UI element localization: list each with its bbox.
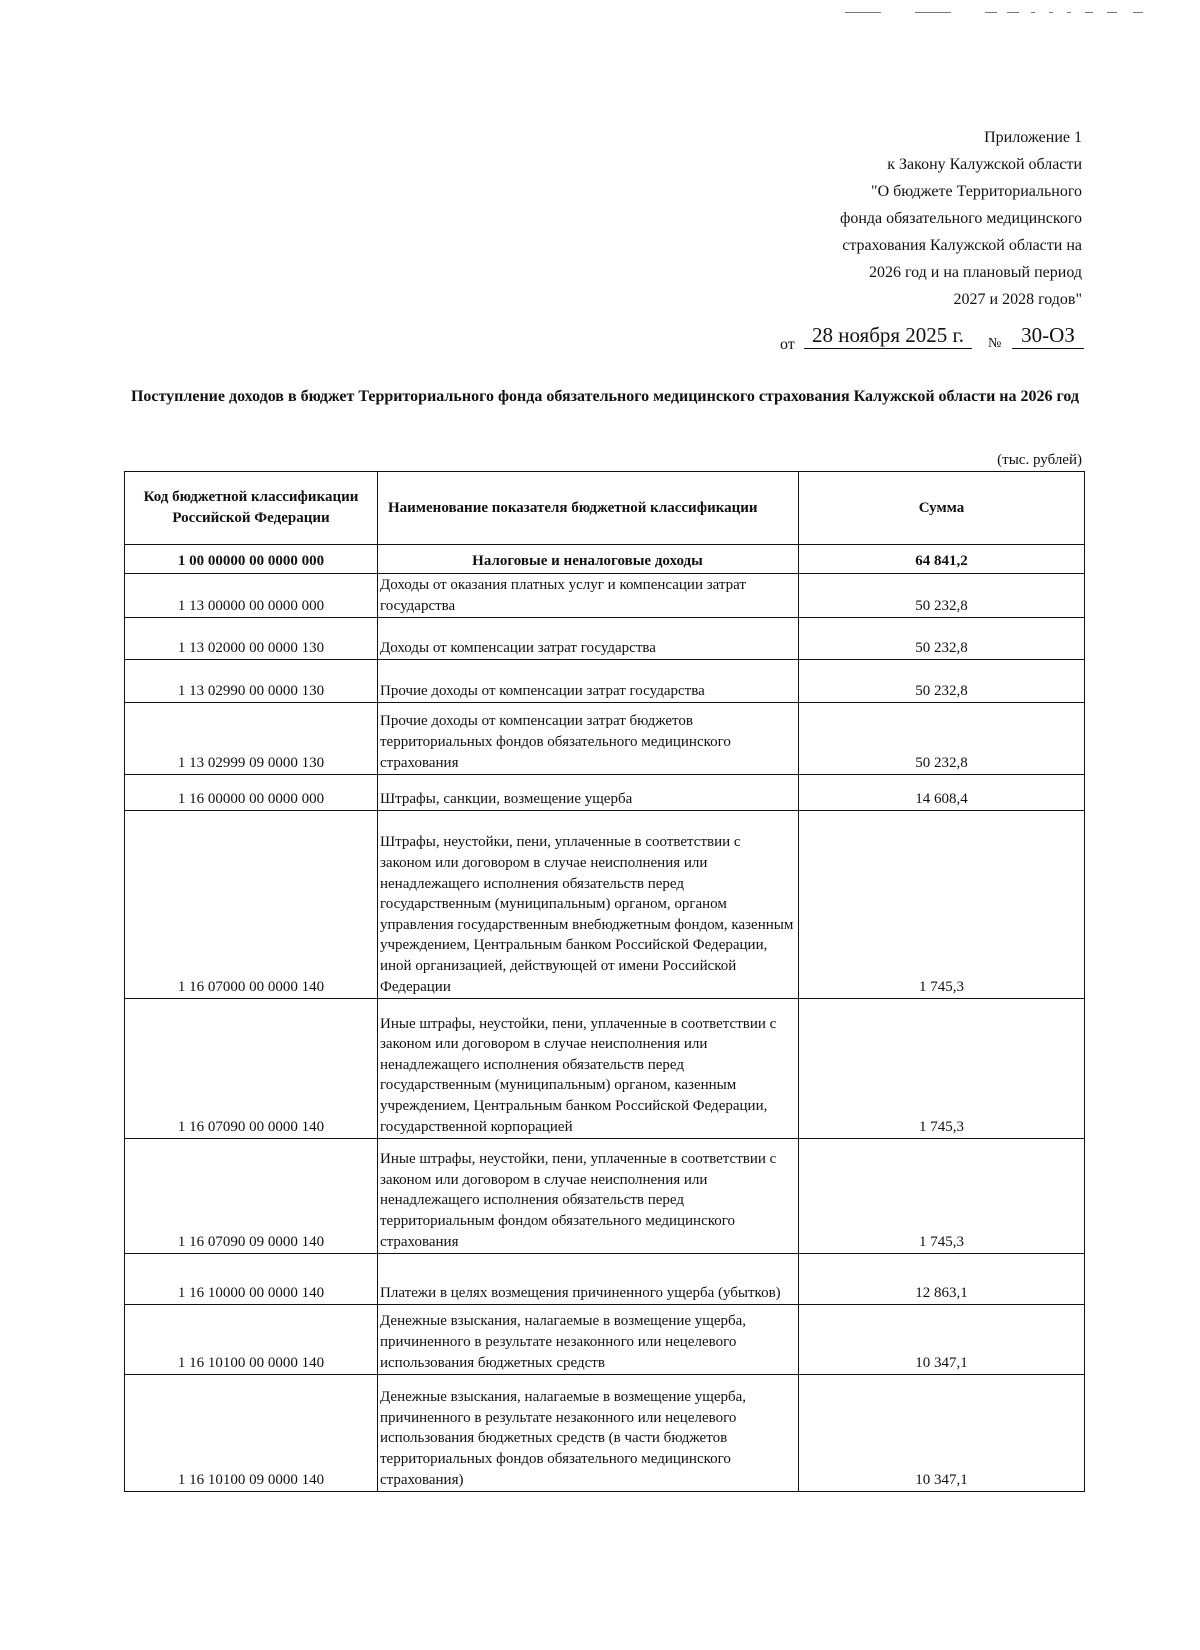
row-sum: 1 745,3	[799, 811, 1085, 999]
table-header-row	[125, 472, 1085, 545]
row-sum: 50 232,8	[799, 574, 1085, 618]
header-code: Код бюджетной классификации Российской Федерации	[125, 472, 378, 545]
row-code: 1 16 10100 00 0000 140	[125, 1305, 378, 1375]
row-sum: 14 608,4	[799, 775, 1085, 811]
row-name: Штрафы, неустойки, пени, уплаченные в соответствии с законом или договором в случае неисполнения или ненадлежащего исполнения обязательств перед государственным (муниципальным) органом, органом управления государственным внебюджетным фондом, казенным учреждением, Центральным банком Российской Федерации, иной организацией, действующей от имени Российской Федерации	[378, 811, 799, 999]
row-name: Иные штрафы, неустойки, пени, уплаченные в соответствии с законом или договором в случае неисполнения или ненадлежащего исполнения обязательств перед государственным (муниципальным) органом, казенным учреждением, Центральным банком Российской Федерации, государственной корпорацией	[378, 999, 799, 1139]
row-code: 1 16 00000 00 0000 000	[125, 775, 378, 811]
appendix-line: 2027 и 2028 годов"	[953, 291, 1082, 308]
table-row	[125, 811, 1085, 999]
appendix-line: "О бюджете Территориального	[871, 183, 1082, 200]
row-sum: 10 347,1	[799, 1375, 1085, 1492]
row-sum: 50 232,8	[799, 703, 1085, 775]
row-name: Доходы от компенсации затрат государства	[378, 618, 799, 660]
row-name: Налоговые и неналоговые доходы	[378, 545, 799, 574]
row-sum: 64 841,2	[799, 545, 1085, 574]
row-name: Денежные взыскания, налагаемые в возмещение ущерба, причиненного в результате незаконного или нецелевого использования бюджетных средств (в части бюджетов территориальных фондов обязательного медицинского страхования)	[378, 1375, 799, 1492]
appendix-line: фонда обязательного медицинского	[839, 210, 1082, 227]
appendix-line: страхования Калужской области на	[842, 237, 1082, 254]
law-number: 30-ОЗ	[1012, 322, 1084, 349]
from-label: от	[780, 336, 795, 353]
table-row	[125, 1139, 1085, 1254]
row-sum: 12 863,1	[799, 1254, 1085, 1305]
row-name: Прочие доходы от компенсации затрат бюджетов территориальных фондов обязательного медицинского страхования	[378, 703, 799, 775]
table-row	[125, 618, 1085, 660]
header-sum: Сумма	[799, 472, 1085, 545]
units-note: (тыс. рублей)	[997, 452, 1082, 468]
row-code: 1 13 02999 09 0000 130	[125, 703, 378, 775]
table-row	[125, 660, 1085, 703]
row-name: Иные штрафы, неустойки, пени, уплаченные в соответствии с законом или договором в случае неисполнения или ненадлежащего исполнения обязательств перед территориальным фондом обязательного медицинского страхования	[378, 1139, 799, 1254]
row-code: 1 16 10000 00 0000 140	[125, 1254, 378, 1305]
row-code: 1 16 07090 09 0000 140	[125, 1139, 378, 1254]
row-code: 1 13 00000 00 0000 000	[125, 574, 378, 618]
law-date-number	[780, 322, 1090, 356]
scan-marks	[845, 10, 1185, 16]
table-row	[125, 775, 1085, 811]
law-date: 28 ноября 2025 г.	[804, 322, 972, 349]
row-code: 1 13 02000 00 0000 130	[125, 618, 378, 660]
table-row	[125, 1375, 1085, 1492]
table-row	[125, 999, 1085, 1139]
appendix-header	[840, 124, 1082, 313]
number-label: №	[988, 336, 1002, 351]
revenue-table	[124, 471, 1085, 1492]
table-row	[125, 1305, 1085, 1375]
table-row	[125, 703, 1085, 775]
row-sum: 10 347,1	[799, 1305, 1085, 1375]
row-name: Платежи в целях возмещения причиненного ущерба (убытков)	[378, 1254, 799, 1305]
row-code: 1 00 00000 00 0000 000	[125, 545, 378, 574]
row-code: 1 13 02990 00 0000 130	[125, 660, 378, 703]
row-name: Доходы от оказания платных услуг и компенсации затрат государства	[378, 574, 799, 618]
row-sum: 50 232,8	[799, 660, 1085, 703]
row-name: Денежные взыскания, налагаемые в возмещение ущерба, причиненного в результате незаконного или нецелевого использования бюджетных средств	[378, 1305, 799, 1375]
row-code: 1 16 10100 09 0000 140	[125, 1375, 378, 1492]
appendix-line: к Закону Калужской области	[887, 156, 1082, 173]
table-row	[125, 574, 1085, 618]
document-title: Поступление доходов в бюджет Территориального фонда обязательного медицинского страхования Калужской области на 2026 год	[130, 388, 1080, 405]
table-row	[125, 1254, 1085, 1305]
row-code: 1 16 07090 00 0000 140	[125, 999, 378, 1139]
table-row-total	[125, 545, 1085, 574]
header-name: Наименование показателя бюджетной классификации	[378, 472, 799, 545]
row-sum: 50 232,8	[799, 618, 1085, 660]
row-name: Прочие доходы от компенсации затрат государства	[378, 660, 799, 703]
appendix-line: 2026 год и на плановый период	[868, 264, 1082, 281]
row-sum: 1 745,3	[799, 1139, 1085, 1254]
row-sum: 1 745,3	[799, 999, 1085, 1139]
appendix-line: Приложение 1	[984, 129, 1082, 146]
row-name: Штрафы, санкции, возмещение ущерба	[378, 775, 799, 811]
row-code: 1 16 07000 00 0000 140	[125, 811, 378, 999]
